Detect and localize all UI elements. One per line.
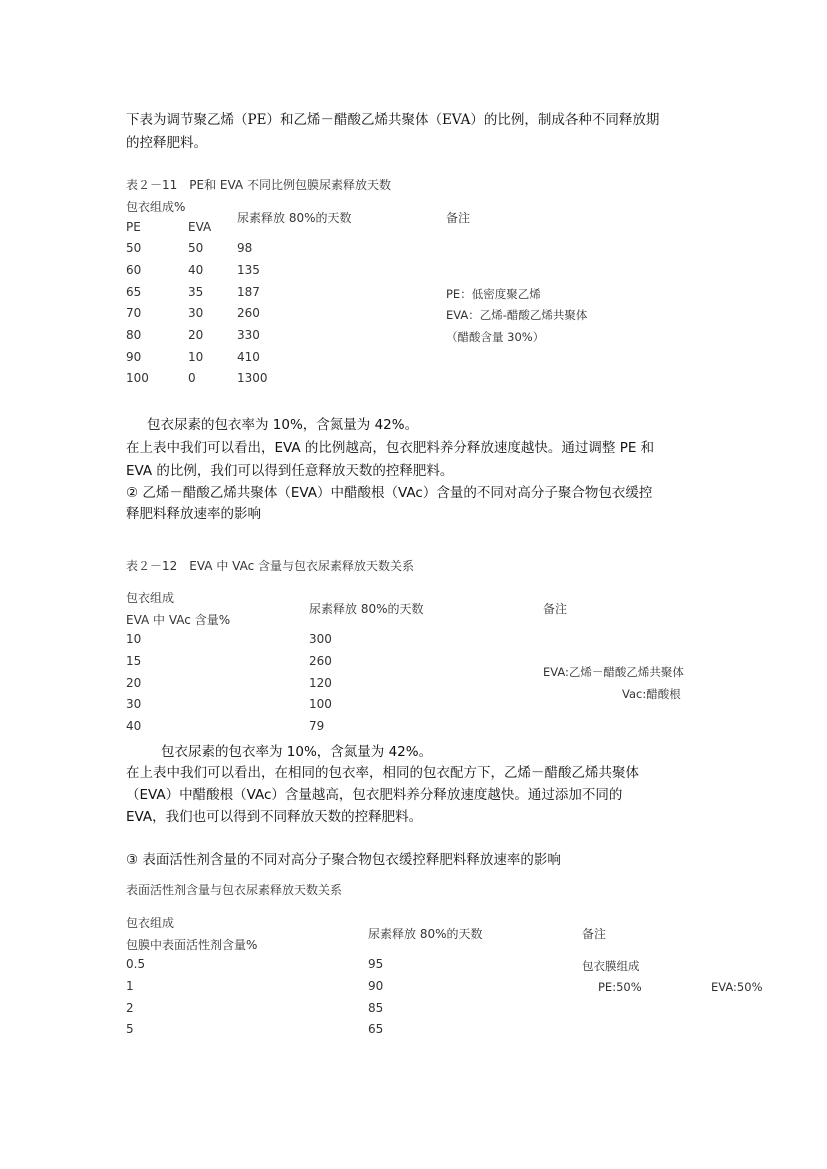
column-header-note: 备注: [582, 927, 607, 941]
cell-days: 410: [237, 350, 260, 364]
note-line: EVA：乙烯-醋酸乙烯共聚体: [446, 308, 588, 322]
cell-eva: 0: [188, 371, 196, 385]
cell-eva: 20: [188, 328, 204, 342]
cell-pe: 60: [126, 263, 142, 277]
paragraph-line: 在上表中我们可以看出，在相同的包衣率，相同的包衣配方下，乙烯－醋酸乙烯共聚体: [126, 765, 639, 781]
cell-vac: 40: [126, 719, 142, 733]
note-eva: EVA:50%: [711, 980, 763, 994]
column-header-days: 尿素释放 80%的天数: [237, 211, 352, 225]
paragraph-line: EVA，我们也可以得到不同释放天数的控释肥料。: [126, 809, 423, 825]
cell-vac: 30: [126, 697, 142, 711]
note-line: Vac:醋酸根: [622, 687, 681, 701]
coating-rate-text: 包衣尿素的包衣率为 10%，含氮量为 42%。: [147, 417, 419, 433]
cell-days: 300: [309, 632, 332, 646]
cell-pe: 90: [126, 350, 142, 364]
note-title: 包衣膜组成: [582, 959, 640, 973]
cell-days: 330: [237, 328, 260, 342]
note-line: PE：低密度聚乙烯: [446, 287, 541, 301]
table-caption: 表２－11 PE和 EVA 不同比例包膜尿素释放天数: [126, 178, 391, 192]
column-header-vac: EVA 中 VAc 含量%: [126, 613, 231, 627]
cell-pe: 50: [126, 241, 142, 255]
paragraph-line: 在上表中我们可以看出，EVA 的比例越高，包衣肥料养分释放速度越快。通过调整 PE 和: [126, 440, 655, 456]
cell-pe: 70: [126, 306, 142, 320]
cell-vac: 15: [126, 654, 142, 668]
cell-days: 98: [237, 241, 253, 255]
column-header-eva: EVA: [188, 220, 212, 234]
column-header-note: 备注: [446, 211, 471, 225]
column-header-pe: PE: [126, 220, 141, 234]
note-pe: PE:50%: [598, 980, 642, 994]
header-group: 包衣组成%: [126, 200, 186, 214]
cell-days: 85: [368, 1001, 384, 1015]
column-header-note: 备注: [543, 602, 568, 616]
intro-line-1: 下表为调节聚乙烯（PE）和乙烯－醋酸乙烯共聚体（EVA）的比例，制成各种不同释放期: [126, 112, 660, 128]
cell-days: 1300: [237, 371, 268, 385]
cell-days: 65: [368, 1022, 384, 1036]
cell-days: 95: [368, 957, 384, 971]
cell-eva: 35: [188, 285, 204, 299]
table-caption: 表面活性剂含量与包衣尿素释放天数关系: [126, 883, 343, 897]
cell-vac: 10: [126, 632, 142, 646]
cell-days: 260: [309, 654, 332, 668]
header-group: 包衣组成: [126, 916, 175, 930]
section-heading-3: ③ 表面活性剂含量的不同对高分子聚合物包衣缓控释肥料释放速率的影响: [126, 852, 561, 868]
cell-surfactant: 2: [126, 1001, 134, 1015]
cell-eva: 10: [188, 350, 204, 364]
paragraph-line: （EVA）中醋酸根（VAc）含量越高，包衣肥料养分释放速度越快。通过添加不同的: [126, 787, 623, 803]
cell-days: 260: [237, 306, 260, 320]
column-header-days: 尿素释放 80%的天数: [368, 927, 483, 941]
note-line: （醋酸含量 30%）: [446, 330, 545, 344]
table-caption: 表２－12 EVA 中 VAc 含量与包衣尿素释放天数关系: [126, 559, 414, 573]
column-header-surfactant: 包膜中表面活性剂含量%: [126, 938, 258, 952]
cell-days: 90: [368, 979, 384, 993]
column-header-days: 尿素释放 80%的天数: [309, 602, 424, 616]
cell-pe: 100: [126, 371, 149, 385]
cell-eva: 30: [188, 306, 204, 320]
cell-surfactant: 1: [126, 979, 134, 993]
cell-days: 120: [309, 676, 332, 690]
header-group: 包衣组成: [126, 591, 175, 605]
cell-days: 135: [237, 263, 260, 277]
section-heading-2-cont: 释肥料释放速率的影响: [126, 506, 261, 522]
cell-pe: 65: [126, 285, 142, 299]
paragraph-line: EVA 的比例，我们可以得到任意释放天数的控释肥料。: [126, 463, 454, 479]
cell-days: 187: [237, 285, 260, 299]
cell-surfactant: 0.5: [126, 957, 146, 971]
cell-eva: 50: [188, 241, 204, 255]
cell-surfactant: 5: [126, 1022, 134, 1036]
cell-days: 79: [309, 719, 325, 733]
coating-rate-text: 包衣尿素的包衣率为 10%，含氮量为 42%。: [161, 744, 433, 760]
cell-pe: 80: [126, 328, 142, 342]
cell-days: 100: [309, 697, 332, 711]
section-heading-2: ② 乙烯－醋酸乙烯共聚体（EVA）中醋酸根（VAc）含量的不同对高分子聚合物包衣缓控: [126, 485, 653, 501]
note-line: EVA:乙烯－醋酸乙烯共聚体: [543, 665, 684, 679]
intro-line-2: 的控释肥料。: [126, 135, 207, 151]
cell-eva: 40: [188, 263, 204, 277]
cell-vac: 20: [126, 676, 142, 690]
